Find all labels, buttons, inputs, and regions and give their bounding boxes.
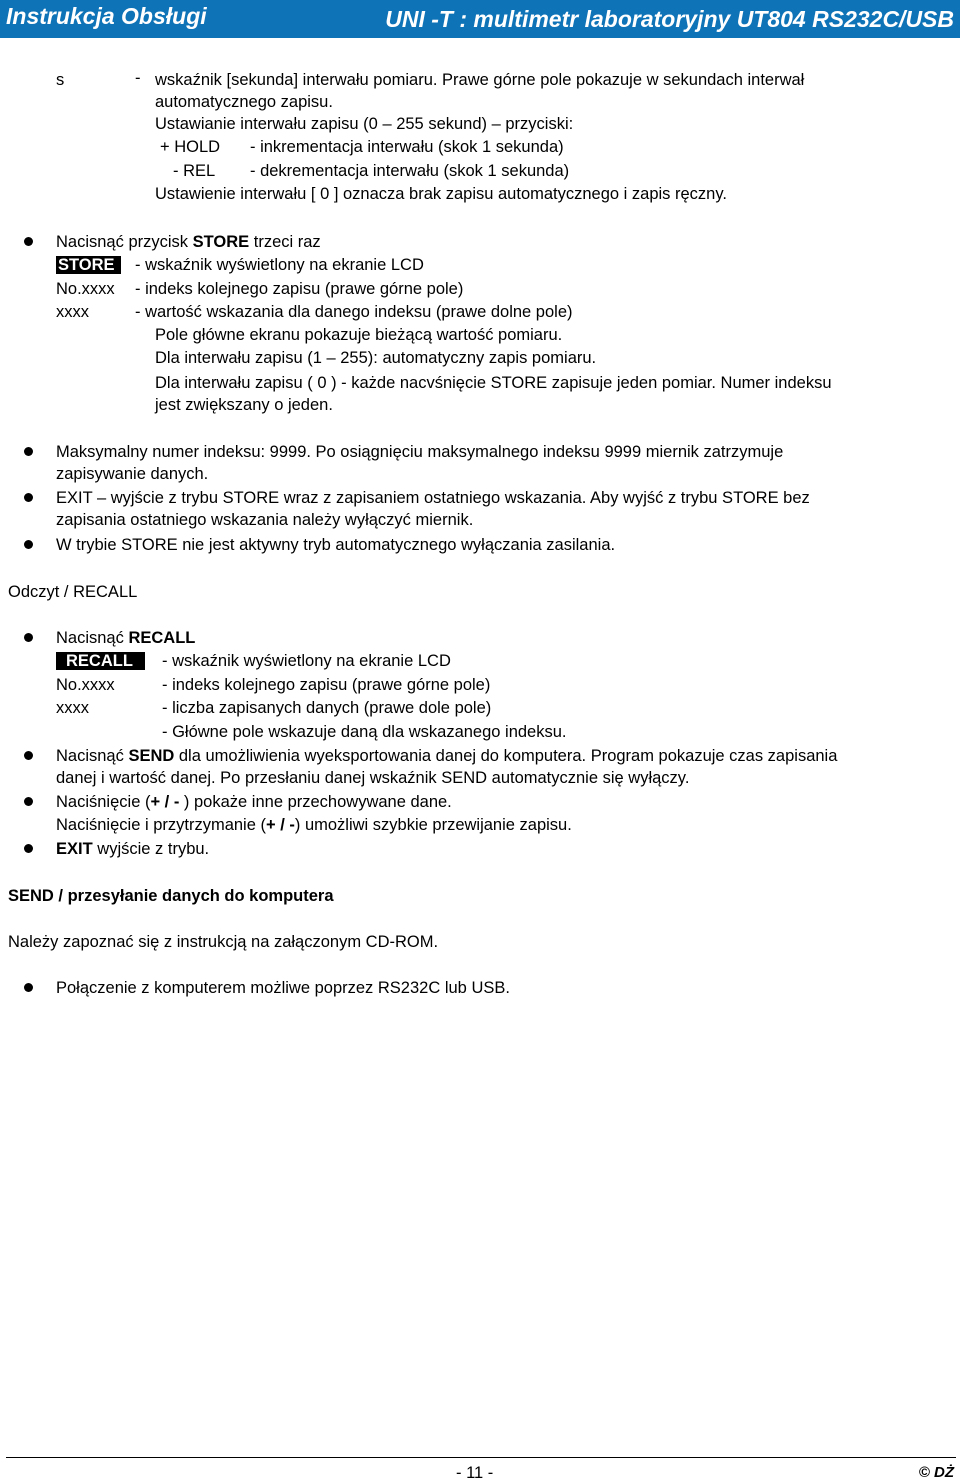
store-badge-row [56,255,121,275]
send-press-line2: danej i wartość danej. Po przesłaniu danej wskaźnik SEND automatycznie się wyłączy. [56,769,690,787]
s-line2: automatycznego zapisu. [155,93,333,111]
hold-key: + HOLD [160,138,221,156]
bullet-icon [24,751,33,760]
exit-line1: EXIT – wyjście z trybu STORE wraz z zapisaniem ostatniego wskazania. Aby wyjść z trybu STORE bez [56,489,810,507]
max-line1: Maksymalny numer indeksu: 9999. Po osiągnięciu maksymalnego indeksu 9999 miernik zatrzymuje [56,443,784,461]
author-mark: © DŻ [918,1464,954,1481]
store-intro: Nacisnąć przycisk STORE trzeci raz [56,233,321,251]
store-xxxx-key: xxxx [56,303,89,321]
s-line3: Ustawianie interwału zapisu (0 – 255 sekund) – przyciski: [155,115,574,133]
recall-no-key: No.xxxx [56,676,115,694]
store-no-desc: - indeks kolejnego zapisu (prawe górne pole) [135,280,464,298]
store-line6: Dla interwału zapisu (1 – 255): automatyczny zapis pomiaru. [155,349,597,367]
recall-badge: RECALL [56,652,145,670]
s-dash: - [135,69,141,87]
page-header [0,0,960,38]
bullet-icon [24,797,33,806]
exit-line2: zapisania ostatniego wskazania należy wyłączyć miernik. [56,511,474,529]
recall-heading: Odczyt / RECALL [8,583,138,601]
store-line5: Pole główne ekranu pokazuje bieżącą wartość pomiaru. [155,326,563,344]
recall-badge-row [56,651,145,671]
s-line1: wskaźnik [sekunda] interwału pomiaru. Prawe górne pole pokazuje w sekundach interwał [155,71,805,89]
bullet-icon [24,983,33,992]
store-line7: Dla interwału zapisu ( 0 ) - każde nacvśnięcie STORE zapisuje jeden pomiar. Numer indeksu [155,374,832,392]
recall-no-desc: - indeks kolejnego zapisu (prawe górne pole) [162,676,491,694]
send-line1: Należy zapoznać się z instrukcją na załączonym CD-ROM. [8,933,439,951]
send-press-line1: Nacisnąć SEND dla umożliwienia wyeksportowania danej do komputera. Program pokazuje czas zapisania [56,747,838,765]
send-line2: Połączenie z komputerem możliwe poprzez RS232C lub USB. [56,979,510,997]
store-badge: STORE [56,256,121,274]
send-heading: SEND / przesyłanie danych do komputera [8,887,334,905]
plus-minus-line: Naciśnięcie (+ / - ) pokaże inne przechowywane dane. [56,793,452,811]
page-number: - 11 - [456,1464,494,1482]
header-right-title: UNI -T : multimetr laboratoryjny UT804 RS232C/USB [385,6,954,32]
s-symbol: s [56,71,65,89]
bullet-icon [24,493,33,502]
footer-divider [6,1457,956,1458]
bullet-icon [24,447,33,456]
hold-desc: - inkrementacja interwału (skok 1 sekunda) [250,138,564,156]
store-no-key: No.xxxx [56,280,115,298]
rel-desc: - dekrementacja interwału (skok 1 sekunda) [250,162,570,180]
store-line8: jest zwiększany o jeden. [155,396,333,414]
recall-intro: Nacisnąć RECALL [56,629,196,647]
recall-exit-line: EXIT wyjście z trybu. [56,840,210,858]
store-badge-desc: - wskaźnik wyświetlony na ekranie LCD [135,256,424,274]
s-line6: Ustawienie interwału [ 0 ] oznacza brak zapisu automatycznego i zapis ręczny. [155,185,727,203]
bullet-icon [24,844,33,853]
max-line2: zapisywanie danych. [56,465,209,483]
recall-xxxx-key: xxxx [56,699,89,717]
bullet-icon [24,633,33,642]
auto-off-line: W trybie STORE nie jest aktywny tryb automatycznego wyłączania zasilania. [56,536,616,554]
bullet-icon [24,237,33,246]
recall-badge-desc: - wskaźnik wyświetlony na ekranie LCD [162,652,451,670]
rel-key: - REL [173,162,216,180]
recall-xxxx-desc: - liczba zapisanych danych (prawe dole pole) [162,699,492,717]
store-xxxx-desc: - wartość wskazania dla danego indeksu (prawe dolne pole) [135,303,573,321]
recall-main-desc: - Główne pole wskazuje daną dla wskazanego indeksu. [162,723,567,741]
header-left-title: Instrukcja Obsługi [6,3,207,29]
bullet-icon [24,540,33,549]
hold-scroll-line: Naciśnięcie i przytrzymanie (+ / -) umożliwi szybkie przewijanie zapisu. [56,816,572,834]
